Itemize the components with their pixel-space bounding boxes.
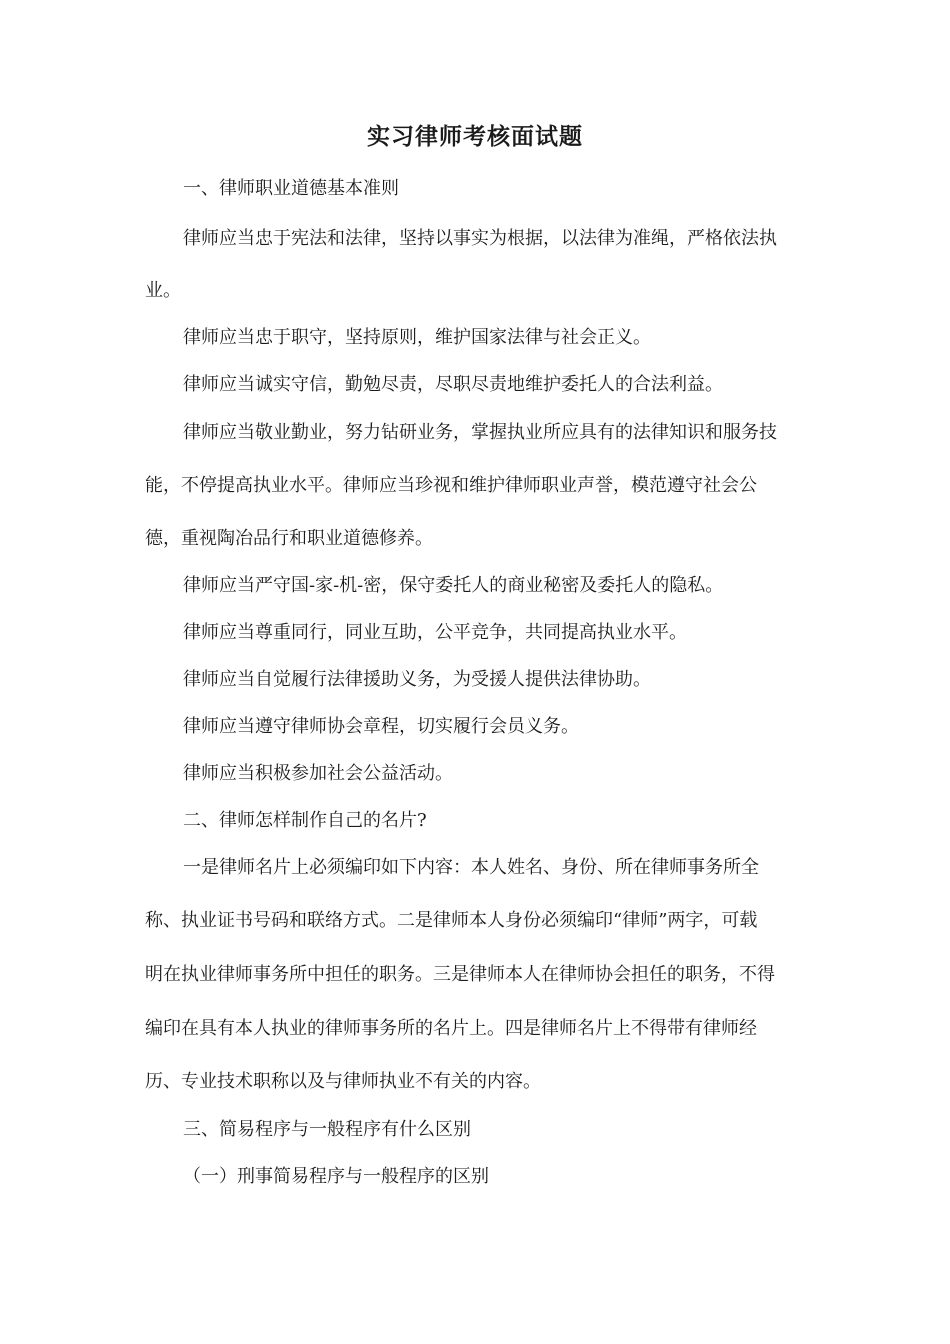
section-heading-2: 二、律师怎样制作自己的名片? xyxy=(183,810,427,831)
paragraph-line: 律师应当诚实守信，勤勉尽责，尽职尽责地维护委托人的合法利益。 xyxy=(183,374,723,395)
paragraph-line: 律师应当自觉履行法律援助义务，为受援人提供法律协助。 xyxy=(183,669,651,690)
subsection-heading: （一）刑事简易程序与一般程序的区别 xyxy=(183,1166,489,1187)
paragraph-line: 编印在具有本人执业的律师事务所的名片上。四是律师名片上不得带有律师经 xyxy=(145,1018,757,1039)
paragraph-line: 律师应当忠于宪法和法律，坚持以事实为根据，以法律为准绳，严格依法执 xyxy=(183,228,777,249)
paragraph-line: 一是律师名片上必须编印如下内容：本人姓名、身份、所在律师事务所全 xyxy=(183,857,759,878)
paragraph-line: 历、专业技术职称以及与律师执业不有关的内容。 xyxy=(145,1071,541,1092)
document-title: 实习律师考核面试题 xyxy=(367,124,583,150)
paragraph-line: 称、执业证书号码和联络方式。二是律师本人身份必须编印“律师”两字，可载 xyxy=(145,910,758,931)
paragraph-line: 律师应当尊重同行，同业互助，公平竞争，共同提高执业水平。 xyxy=(183,622,687,643)
paragraph-line: 明在执业律师事务所中担任的职务。三是律师本人在律师协会担任的职务，不得 xyxy=(145,964,775,985)
section-heading-3: 三、简易程序与一般程序有什么区别 xyxy=(183,1119,471,1140)
paragraph-line: 能，不停提高执业水平。律师应当珍视和维护律师职业声誉，模范遵守社会公 xyxy=(145,475,757,496)
paragraph-line: 德，重视陶冶品行和职业道德修养。 xyxy=(145,528,433,549)
section-heading-1: 一、律师职业道德基本准则 xyxy=(183,178,399,199)
paragraph-line: 律师应当敬业勤业，努力钻研业务，掌握执业所应具有的法律知识和服务技 xyxy=(183,422,777,443)
paragraph-line: 律师应当积极参加社会公益活动。 xyxy=(183,763,453,784)
paragraph-line: 律师应当忠于职守，坚持原则，维护国家法律与社会正义。 xyxy=(183,327,651,348)
paragraph-line: 律师应当遵守律师协会章程，切实履行会员义务。 xyxy=(183,716,579,737)
paragraph-line: 律师应当严守国-家-机-密，保守委托人的商业秘密及委托人的隐私。 xyxy=(183,575,724,596)
paragraph-line: 业。 xyxy=(145,280,181,301)
